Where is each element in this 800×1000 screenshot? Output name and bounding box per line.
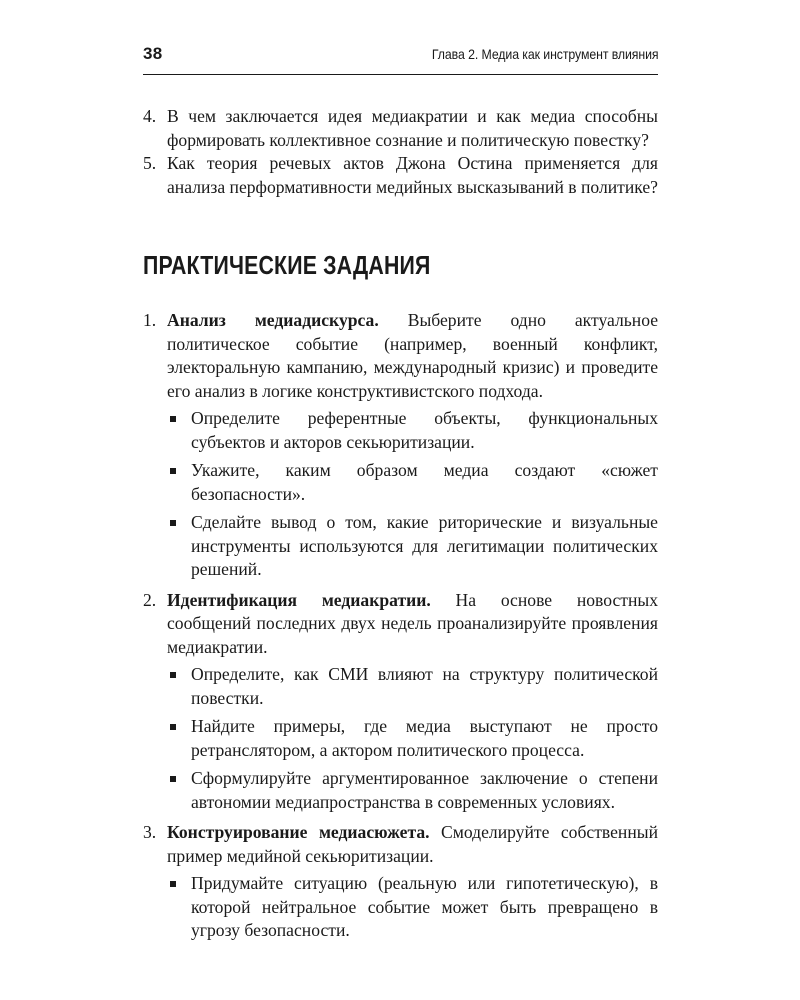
square-bullet-icon — [170, 724, 176, 730]
square-bullet-icon — [170, 672, 176, 678]
review-questions — [143, 105, 658, 199]
bullet-text: Придумайте ситуацию (реальную или гипотетическую), в которой нейтральное событие может быть превращено в угрозу безопасности. — [191, 873, 658, 940]
bullet-text: Определите, как СМИ влияют на структуру политической повестки. — [191, 664, 658, 708]
bullet-text: Найдите примеры, где медиа выступают не просто ретранслятором, а актором политического процесса. — [191, 716, 658, 760]
task-number: 3. — [143, 822, 157, 842]
section-heading: ПРАКТИЧЕСКИЕ ЗАДАНИЯ — [143, 250, 431, 280]
bullet-item — [167, 459, 658, 506]
bullet-item — [167, 663, 658, 710]
practical-tasks — [143, 309, 658, 943]
square-bullet-icon — [170, 776, 176, 782]
task-number: 1. — [143, 310, 157, 330]
question-item — [143, 152, 658, 199]
bullet-text: Определите референтные объекты, функциональных субъектов и акторов секьюритизации. — [191, 408, 658, 452]
running-head — [143, 44, 658, 75]
square-bullet-icon — [170, 881, 176, 887]
question-number: 4. — [143, 106, 157, 126]
bullet-item — [167, 767, 658, 814]
task-item — [143, 589, 658, 815]
bullet-item — [167, 872, 658, 943]
square-bullet-icon — [170, 416, 176, 422]
chapter-title: Глава 2. Медиа как инструмент влияния — [431, 46, 658, 62]
task-title: Конструирование медиасюжета. — [167, 822, 430, 842]
task-item — [143, 821, 658, 943]
task-title: Анализ медиадискурса. — [167, 310, 379, 330]
book-page — [143, 44, 658, 950]
task-bullets — [167, 407, 658, 582]
task-title: Идентификация медиакратии. — [167, 589, 431, 610]
question-number: 5. — [143, 153, 157, 173]
bullet-text: Сформулируйте аргументированное заключение о степени автономии медиапространства в современных условиях. — [191, 768, 658, 812]
task-bullets — [167, 663, 658, 814]
question-text: Как теория речевых актов Джона Остина применяется для анализа перформативности медийных высказываний в политике? — [167, 153, 658, 197]
task-number: 2. — [143, 589, 157, 610]
square-bullet-icon — [170, 468, 176, 474]
task-bullets — [167, 872, 658, 943]
bullet-text: Сделайте вывод о том, какие риторические и визуальные инструменты используются для легитимации политических решений. — [191, 512, 658, 579]
task-item — [143, 309, 658, 582]
bullet-item — [167, 715, 658, 762]
task-text: Смоделируйте собственный пример медийной секьюритизации. — [167, 822, 658, 866]
bullet-item — [167, 407, 658, 454]
task-text: Выберите одно актуальное политическое событие (например, военный конфликт, электоральную кампанию, международный кризис) и проведите его анализ в логике конструктивистского подхода. — [167, 310, 659, 401]
bullet-item — [167, 511, 658, 582]
question-text: В чем заключается идея медиакратии и как медиа способны формировать коллективное сознание и политическую повестку? — [167, 106, 658, 150]
square-bullet-icon — [170, 520, 176, 526]
page-number: 38 — [143, 44, 163, 63]
question-item — [143, 105, 658, 152]
bullet-text: Укажите, каким образом медиа создают «сюжет безопасности». — [191, 460, 658, 504]
task-text: На основе новостных сообщений последних двух недель проанализируйте проявления медиакратии. — [167, 589, 658, 657]
